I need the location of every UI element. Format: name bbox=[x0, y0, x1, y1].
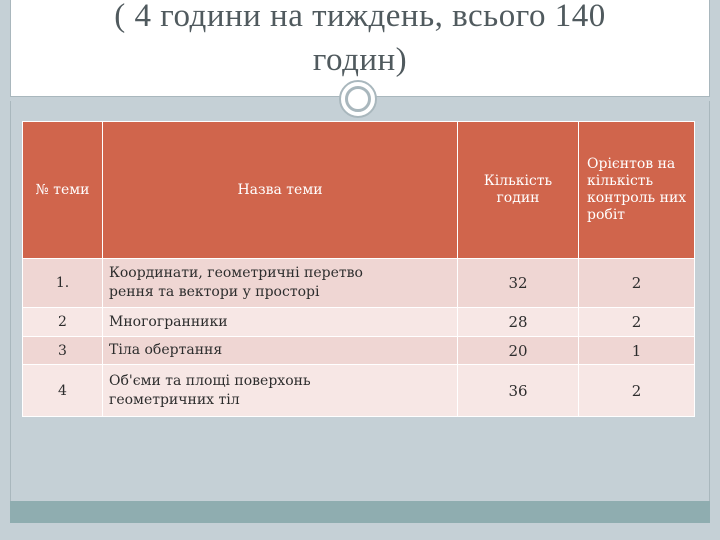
curriculum-table-wrapper bbox=[22, 121, 694, 417]
header-tests: Орієнтов на кількість контроль них робіт bbox=[579, 122, 695, 259]
row-topic-name-line: Тіла обертання bbox=[109, 342, 223, 358]
row-topic-name bbox=[103, 337, 458, 365]
slide-title-line-1: ( 4 години на тиждень, всього 140 bbox=[114, 0, 606, 34]
row-topic-name-line: геометричних тіл bbox=[109, 391, 240, 408]
footer-band bbox=[10, 501, 710, 523]
row-hours: 36 bbox=[458, 365, 579, 417]
table-row bbox=[23, 337, 695, 365]
header-number: № теми bbox=[23, 122, 103, 259]
table-row bbox=[23, 365, 695, 417]
row-number: 4 bbox=[23, 365, 103, 417]
row-tests: 1 bbox=[579, 337, 695, 365]
table-header-row bbox=[23, 122, 695, 259]
row-tests: 2 bbox=[579, 259, 695, 308]
row-tests: 2 bbox=[579, 308, 695, 337]
slide-title bbox=[11, 0, 709, 82]
slide-title-line-2: годин) bbox=[312, 42, 408, 78]
row-hours: 32 bbox=[458, 259, 579, 308]
row-tests: 2 bbox=[579, 365, 695, 417]
row-topic-name-line: Об'єми та площі поверхонь bbox=[109, 372, 311, 389]
header-name: Назва теми bbox=[103, 122, 458, 259]
table-row bbox=[23, 259, 695, 308]
row-number: 1. bbox=[23, 259, 103, 308]
row-number: 2 bbox=[23, 308, 103, 337]
ring-ornament-icon bbox=[339, 80, 377, 118]
row-hours: 20 bbox=[458, 337, 579, 365]
row-topic-name-line: Координати, геометричні перетво bbox=[109, 265, 363, 281]
row-hours: 28 bbox=[458, 308, 579, 337]
row-topic-name-line: Многогранники bbox=[109, 313, 228, 330]
curriculum-table bbox=[22, 121, 695, 417]
table-row bbox=[23, 308, 695, 337]
row-topic-name bbox=[103, 308, 458, 337]
row-topic-name-line: рення та вектори у просторі bbox=[109, 284, 320, 300]
header-hours: Кількість годин bbox=[458, 122, 579, 259]
row-topic-name bbox=[103, 259, 458, 308]
row-topic-name bbox=[103, 365, 458, 417]
row-number: 3 bbox=[23, 337, 103, 365]
